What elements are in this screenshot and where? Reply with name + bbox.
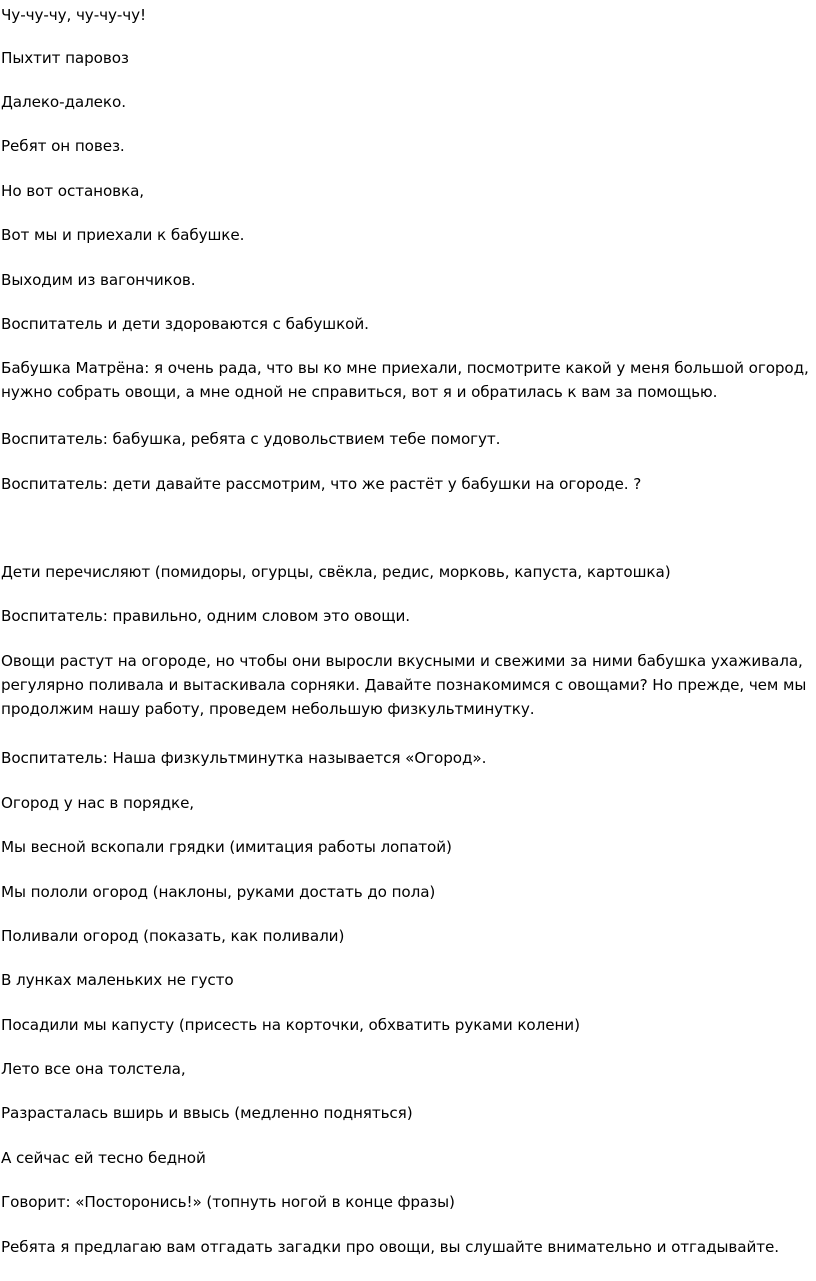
paragraph-22: Лето все она толстела, bbox=[1, 1060, 186, 1078]
paragraph-19: Поливали огород (показать, как поливали) bbox=[1, 927, 345, 945]
paragraph-10: Воспитатель: бабушка, ребята с удовольствием тебе помогут. bbox=[1, 430, 501, 448]
paragraph-24: А сейчас ей тесно бедной bbox=[1, 1149, 206, 1167]
paragraph-21: Посадили мы капусту (присесть на корточки, обхватить руками колени) bbox=[1, 1016, 580, 1034]
paragraph-6: Вот мы и приехали к бабушке. bbox=[1, 226, 245, 244]
paragraph-17: Мы весной вскопали грядки (имитация работы лопатой) bbox=[1, 838, 452, 856]
paragraph-7: Выходим из вагончиков. bbox=[1, 271, 196, 289]
paragraph-8: Воспитатель и дети здороваются с бабушкой. bbox=[1, 315, 369, 333]
paragraph-20: В лунках маленьких не густо bbox=[1, 971, 234, 989]
paragraph-5: Но вот остановка, bbox=[1, 182, 145, 200]
paragraph-11: Воспитатель: дети давайте рассмотрим, что же растёт у бабушки на огороде. ? bbox=[1, 475, 642, 493]
paragraph-25: Говорит: «Посторонись!» (топнуть ногой в конце фразы) bbox=[1, 1193, 455, 1211]
paragraph-13: Воспитатель: правильно, одним словом это овощи. bbox=[1, 607, 410, 625]
paragraph-23: Разрасталась вширь и ввысь (медленно подняться) bbox=[1, 1104, 413, 1122]
paragraph-15: Воспитатель: Наша физкультминутка называется «Огород». bbox=[1, 749, 487, 767]
paragraph-16: Огород у нас в порядке, bbox=[1, 794, 195, 812]
paragraph-14: Овощи растут на огороде, но чтобы они выросли вкусными и свежими за ними бабушка ухаживала, регулярно поливала и вытаскивала сорняки. Давайте познакомимся с овощами? Но прежде, чем мы продолжим нашу работу, проведем небольшую физкультминутку. bbox=[1, 652, 807, 718]
paragraph-18: Мы пололи огород (наклоны, руками достать до пола) bbox=[1, 883, 436, 901]
paragraph-9: Бабушка Матрёна: я очень рада, что вы ко мне приехали, посмотрите какой у меня большой огород, нужно собрать овощи, а мне одной не справиться, вот я и обратилась к вам за помощью. bbox=[1, 359, 809, 401]
paragraph-3: Далеко-далеко. bbox=[1, 93, 126, 111]
paragraph-1: Чу-чу-чу, чу-чу-чу! bbox=[1, 6, 146, 24]
paragraph-2: Пыхтит паровоз bbox=[1, 49, 129, 67]
paragraph-4: Ребят он повез. bbox=[1, 137, 125, 155]
paragraph-12: Дети перечисляют (помидоры, огурцы, свёкла, редис, морковь, капуста, картошка) bbox=[1, 563, 671, 581]
paragraph-26: Ребята я предлагаю вам отгадать загадки про овощи, вы слушайте внимательно и отгадывайте. bbox=[1, 1238, 779, 1256]
